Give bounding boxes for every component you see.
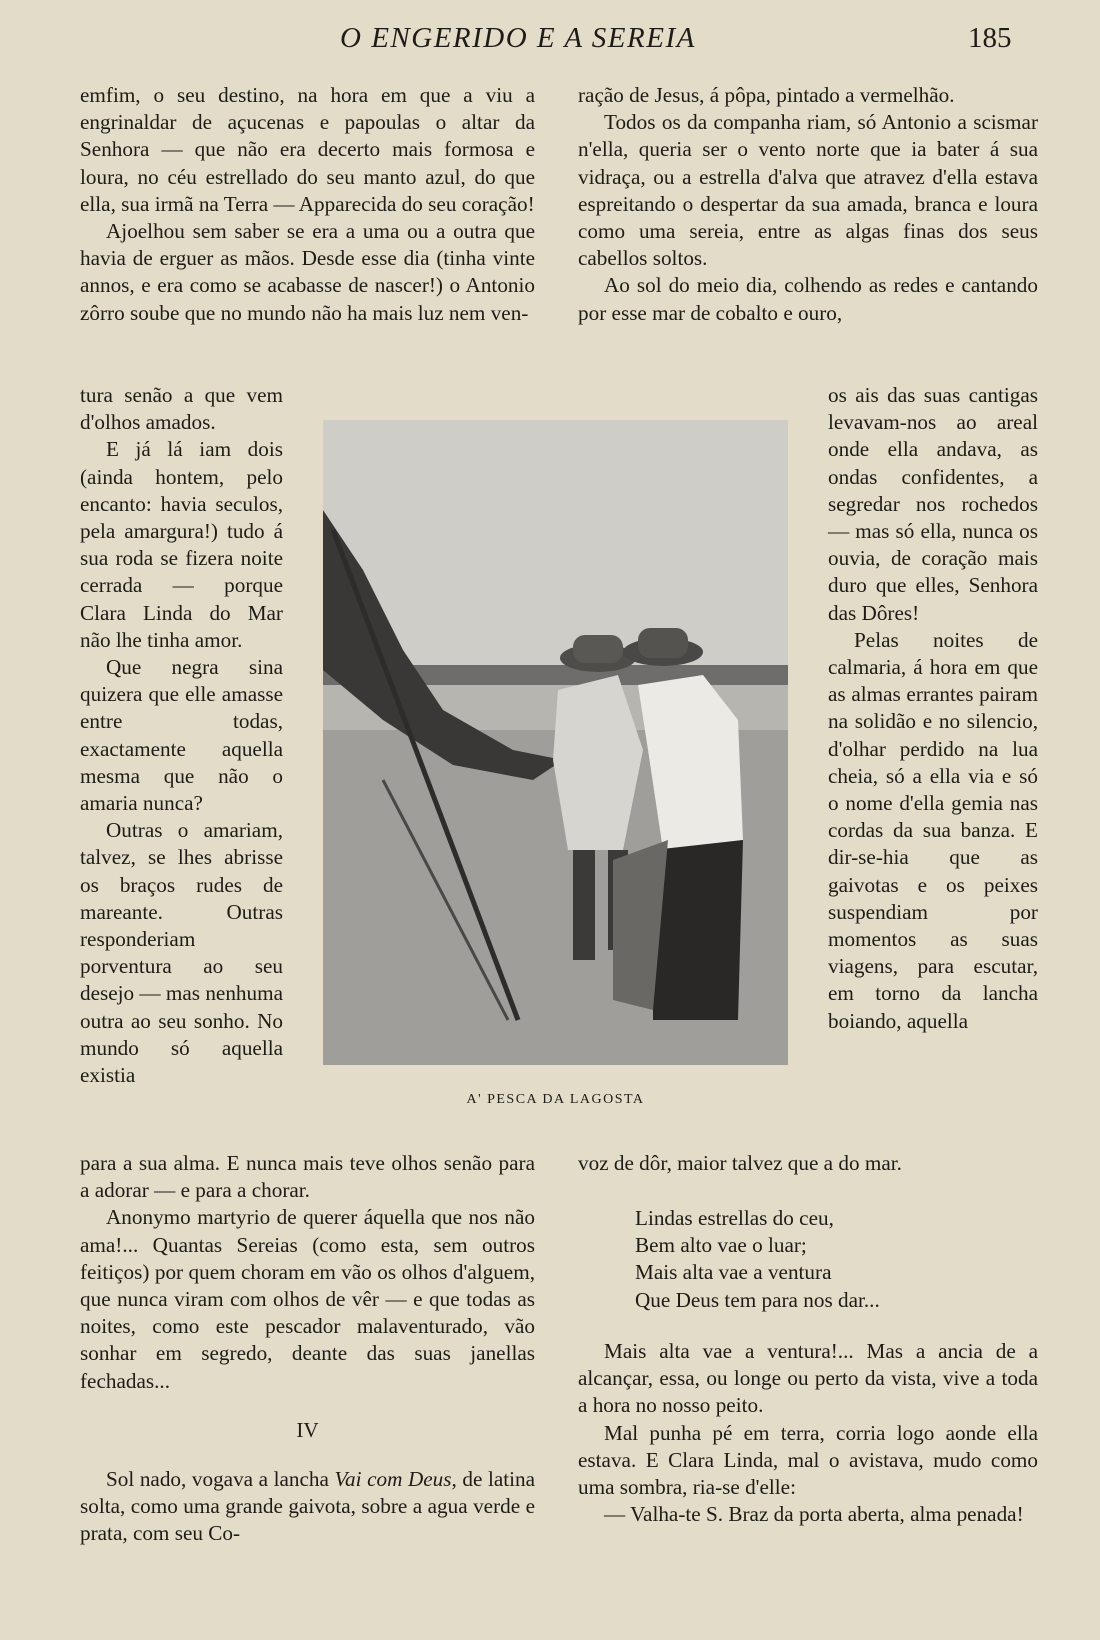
section-heading: IV [296, 1417, 319, 1442]
paragraph: tura senão a que vem d'olhos amados. [80, 383, 283, 435]
photo-caption: A' PESCA DA LAGOSTA [466, 1092, 645, 1107]
page-number: 185 [968, 22, 1012, 54]
paragraph: os ais das suas cantigas levavam-nos ao areal onde ella andava, as ondas confidentes, a segredar nos rochedos — mas só ella, nunca os ouvia, de coração mais duro que elles, Senhora das Dôres! [828, 383, 1038, 625]
paragraph: E já lá iam dois (ainda hontem, pelo encanto: havia seculos, pela amargura!) tudo á sua roda se fizera noite cerrada — porque Clara Linda do Mar não lhe tinha amor. [80, 437, 283, 652]
right-column-bottom-line [578, 1150, 1038, 1177]
paragraph: emfim, o seu destino, na hora em que a viu a engrinaldar de açucenas e papoulas o altar da Senhora — que não era decerto mais formosa e loura, no céu estrellado do seu manto azul, do que ella, sua irmã na Terra — Apparecida do seu coração! [80, 83, 535, 216]
paragraph: — Valha-te S. Braz da porta aberta, alma penada! [604, 1502, 1024, 1527]
boat-name: Vai com Deus, [334, 1467, 457, 1492]
paragraph: Ao sol do meio dia, colhendo as redes e cantando por esse mar de cobalto e ouro, [578, 273, 1038, 325]
left-column-top [80, 82, 535, 327]
right-column-after-verse [578, 1338, 1038, 1528]
fishing-photograph [323, 420, 788, 1065]
text-run: Sol nado, vogava a lancha [106, 1467, 335, 1492]
paragraph [80, 1466, 535, 1548]
verse-line: Lindas estrellas do ceu, [635, 1206, 834, 1230]
paragraph: Anonymo martyrio de querer áquella que nos não ama!... Quantas Sereias (como esta, sem outros feitiços) por quem choram em vão os olhos d'alguem, que nunca viram com olhos de vêr — e que todas as noites, como este pescador malaventurado, vão sonhar em segredo, deante das suas janellas fechadas... [80, 1205, 535, 1393]
text-run: de latina solta, como uma grande gaivota, sobre a agua verde e prata, com seu Co- [80, 1467, 536, 1546]
photo-illustration [323, 420, 788, 1065]
song-verse [635, 1205, 880, 1314]
paragraph: Todos os da companha riam, só Antonio a scismar n'ella, queria ser o vento norte que ia bater á sua vidraça, ou a estrella d'alva que atravez d'ella estava espreitando o despertar da sua amada, branca e loura como uma sereia, entre as algas finas dos seus cabellos soltos. [578, 110, 1038, 271]
paragraph: Ajoelhou sem saber se era a uma ou a outra que havia de erguer as mãos. Desde esse dia (tinha vinte annos, e era como se acabasse de nascer!) o Antonio zôrro soube que no mundo não ha mais luz nem ven- [80, 219, 535, 325]
paragraph: para a sua alma. E nunca mais teve olhos senão para a adorar — e para a chorar. [80, 1151, 535, 1203]
left-column-narrow [80, 382, 283, 1089]
verse-line: Mais alta vae a ventura [635, 1260, 832, 1285]
right-column-narrow [828, 382, 1038, 1035]
paragraph: Mais alta vae a ventura!... Mas a ancia de a alcançar, essa, ou longe ou perto da vista, vive a toda a hora no nosso peito. [578, 1339, 1038, 1418]
verse-line: Que Deus tem para nos dar... [635, 1287, 880, 1312]
paragraph: Pelas noites de calmaria, á hora em que as almas errantes pairam na solidão e no silencio, d'olhar perdido na lua cheia, só a ella via e só o nome d'ella gemia nas cordas da sua banza. E dir-se-hia que as gaivotas e os peixes suspendiam por momentos as suas viagens, para escutar, em torno da lancha boiando, aquella [828, 627, 1038, 1033]
running-title: O ENGERIDO E A SEREIA [340, 22, 696, 54]
paragraph: Mal punha pé em terra, corria logo aonde ella estava. E Clara Linda, mal o avistava, mudo como uma sombra, ria-se d'elle: [578, 1420, 1038, 1500]
right-column-top [578, 82, 1038, 327]
paragraph: voz de dôr, maior talvez que a do mar. [578, 1151, 902, 1175]
paragraph: ração de Jesus, á pôpa, pintado a vermelhão. [578, 83, 955, 107]
paragraph: Que negra sina quizera que elle amasse entre todas, exactamente aquella mesma que não o amaria nunca? [80, 655, 283, 816]
paragraph: Outras o amariam, talvez, se lhes abrisse os braços rudes de mareante. Outras responderiam porventura ao seu desejo — mas nenhuma outra ao seu sonho. No mundo só aquella existia [80, 818, 283, 1088]
verse-line: Bem alto vae o luar; [635, 1233, 807, 1258]
left-column-bottom [80, 1150, 535, 1548]
